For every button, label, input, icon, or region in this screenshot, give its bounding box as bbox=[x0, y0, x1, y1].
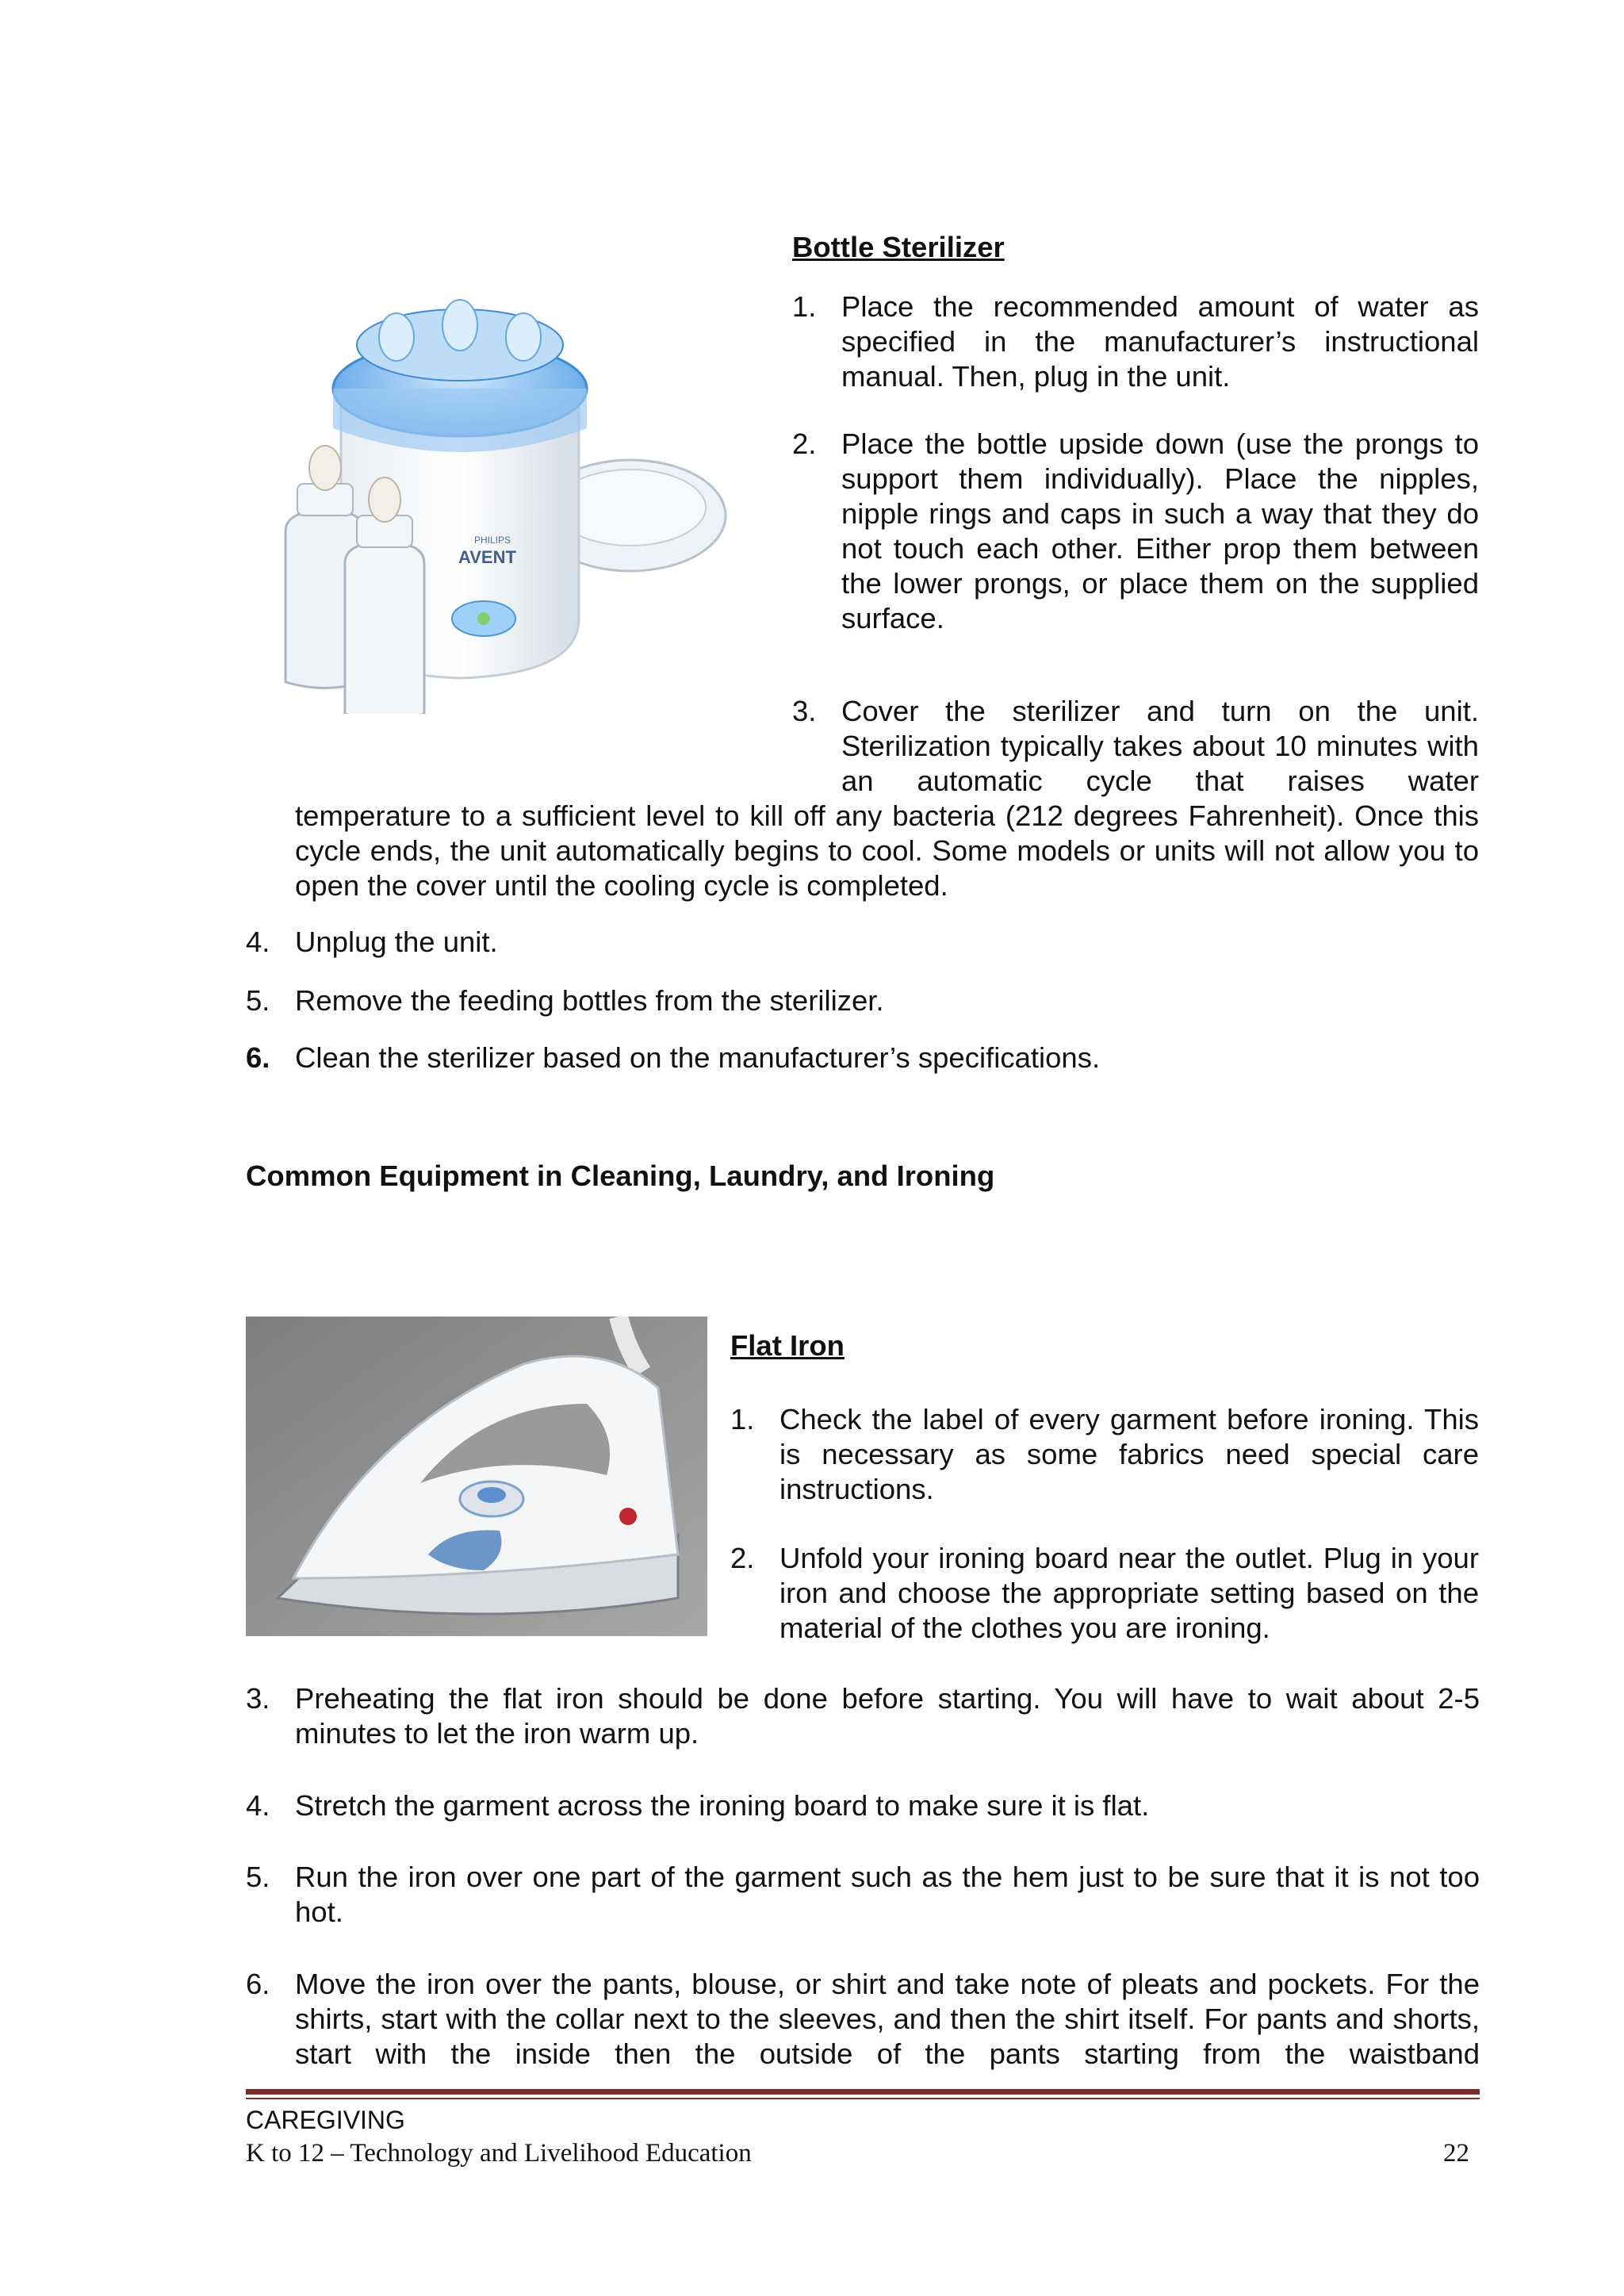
footer-rule-thin bbox=[246, 2098, 1480, 2099]
step-text: Unplug the unit. bbox=[295, 926, 498, 958]
step-number: 6. bbox=[246, 1041, 270, 1074]
step-text: Cover the sterilizer and turn on the unit. Sterilization typically takes about 10 minutes with an automatic cycle that raises water bbox=[841, 695, 1479, 797]
footer-course: K to 12 – Technology and Livelihood Education bbox=[246, 2139, 752, 2168]
step-number: 6. bbox=[246, 1968, 270, 2000]
sterilizer-step-5 bbox=[246, 983, 1480, 1018]
step-text: Check the label of every garment before ironing. This is necessary as some fabrics need special care instructions. bbox=[779, 1403, 1479, 1505]
step-text: Run the iron over one part of the garment such as the hem just to be sure that it is not too hot. bbox=[295, 1861, 1480, 1928]
iron-step-6 bbox=[246, 1967, 1480, 2072]
step-text: Move the iron over the pants, blouse, or shirt and take note of pleats and pockets. For the shirts, start with the collar next to the sleeves, and then the shirt itself. For pants and shorts, start with the inside then the outside of the pants starting from the waistband bbox=[295, 1968, 1480, 2070]
sterilizer-title: Bottle Sterilizer bbox=[792, 231, 1005, 263]
sterilizer-step-6 bbox=[246, 1041, 1480, 1075]
step-number: 4. bbox=[246, 926, 270, 958]
bottle-sterilizer-image bbox=[278, 270, 737, 714]
flat-iron-title: Flat Iron bbox=[730, 1329, 845, 1362]
step-text: Stretch the garment across the ironing board to make sure it is flat. bbox=[295, 1789, 1150, 1822]
philips-label: PHILIPS bbox=[474, 535, 511, 546]
step-number: 4. bbox=[246, 1789, 270, 1822]
step-number: 3. bbox=[246, 1682, 270, 1715]
step-text: Place the recommended amount of water as specified in the manufacturer’s instructional manual. Then, plug in the unit. bbox=[841, 290, 1479, 393]
step-number: 2. bbox=[730, 1542, 755, 1574]
iron-step-3 bbox=[246, 1681, 1480, 1751]
avent-label: AVENT bbox=[458, 547, 516, 567]
sterilizer-step-3-part-b: temperature to a sufficient level to kill off any bacteria (212 degrees Fahrenheit). Once this cycle ends, the unit automatically begins to cool. Some models or units will not allow you to open the cover until the cooling cycle is completed. bbox=[295, 799, 1479, 902]
step-number: 5. bbox=[246, 1861, 270, 1893]
step-text: Remove the feeding bottles from the sterilizer. bbox=[295, 984, 884, 1017]
step-text: Place the bottle upside down (use the prongs to support them individually). Place the nipples, nipple rings and caps in such a way that they do not touch each other. Either prop them between the lower prongs, or place them on the supplied surface. bbox=[841, 427, 1479, 634]
step-number: 2. bbox=[792, 427, 817, 460]
step-number: 1. bbox=[730, 1403, 755, 1435]
sterilizer-step-2 bbox=[792, 427, 1479, 636]
step-number: 5. bbox=[246, 984, 270, 1017]
flat-iron-image bbox=[246, 1317, 707, 1636]
footer-rule-thick bbox=[246, 2089, 1480, 2095]
sterilizer-step-1 bbox=[792, 289, 1479, 394]
sterilizer-step-4 bbox=[246, 925, 1480, 960]
iron-step-1 bbox=[730, 1402, 1479, 1507]
step-text: Preheating the flat iron should be done before starting. You will have to wait about 2-5 minutes to let the iron warm up. bbox=[295, 1682, 1480, 1750]
iron-step-5 bbox=[246, 1860, 1480, 1930]
footer-subject: CAREGIVING bbox=[246, 2106, 405, 2134]
page-number: 22 bbox=[1443, 2139, 1469, 2168]
step-text: Unfold your ironing board near the outlet. Plug in your iron and choose the appropriate setting based on the material of the clothes you are ironing. bbox=[779, 1542, 1479, 1644]
step-number: 3. bbox=[792, 695, 817, 727]
iron-step-4 bbox=[246, 1788, 1480, 1823]
iron-step-2 bbox=[730, 1541, 1479, 1646]
section-heading: Common Equipment in Cleaning, Laundry, and Ironing bbox=[246, 1159, 995, 1192]
step-text: Clean the sterilizer based on the manufacturer’s specifications. bbox=[295, 1041, 1101, 1074]
step-number: 1. bbox=[792, 290, 817, 323]
sterilizer-step-3-part-a bbox=[792, 694, 1479, 799]
